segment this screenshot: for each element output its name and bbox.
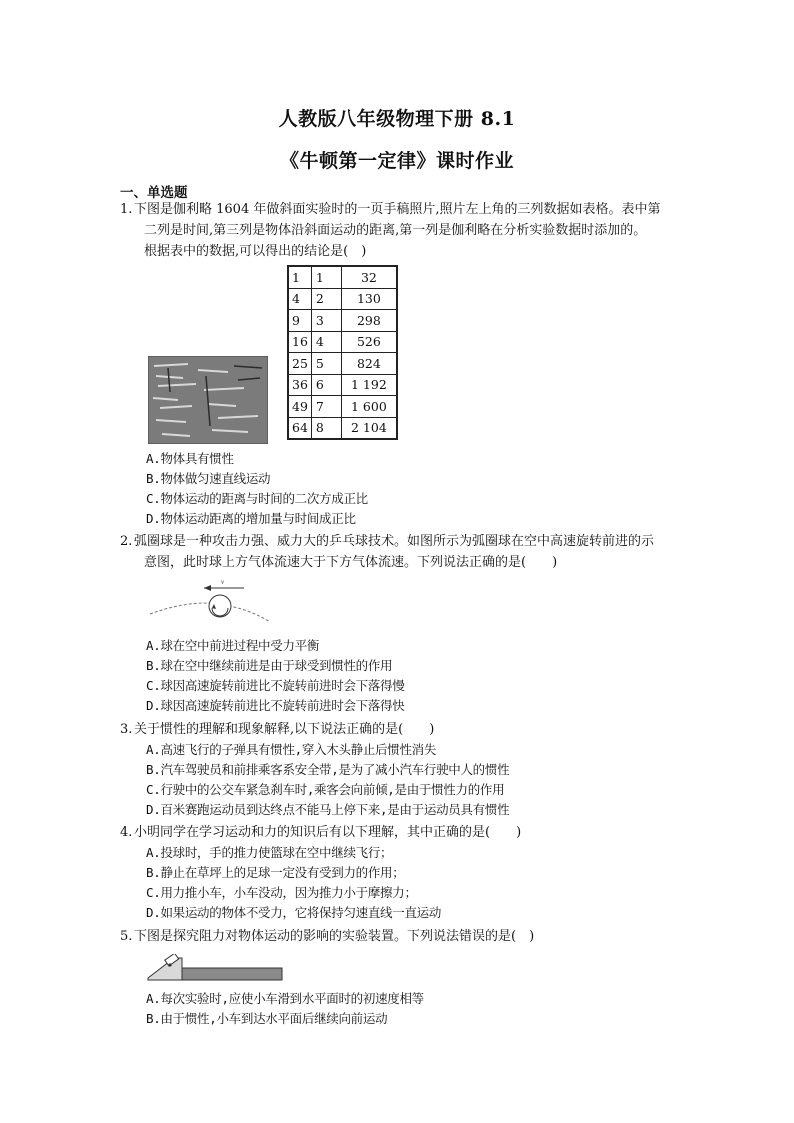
table-cell: 6	[311, 374, 341, 396]
question-text	[134, 822, 698, 843]
question-line: 意图，此时球上方气体流速大于下方气体流速。下列说法正确的是( )	[144, 555, 558, 570]
table-cell: 1	[311, 266, 341, 288]
question-4-options	[146, 843, 441, 923]
spinning-ball-diagram	[148, 578, 272, 630]
question-line: 下图是伽利略 1604 年做斜面实验时的一页手稿照片,照片左上角的三列数据如表格。表中第	[134, 202, 661, 217]
question-text	[134, 926, 698, 947]
question-number: 2.	[120, 534, 133, 549]
option-a[interactable]: A.球在空中前进过程中受力平衡	[146, 638, 320, 653]
option-b[interactable]: B.汽车驾驶员和前排乘客系安全带,是为了减小汽车行驶中人的惯性	[146, 762, 510, 777]
cart-ramp-apparatus	[146, 954, 284, 984]
question-1-options	[146, 449, 368, 529]
question-number: 3.	[120, 722, 133, 737]
option-b[interactable]: B.由于惯性,小车到达水平面后继续向前运动	[146, 1011, 388, 1026]
option-a[interactable]: A.高速飞行的子弹具有惯性,穿入木头静止后惯性消失	[146, 742, 437, 757]
option-b[interactable]: B.静止在草坪上的足球一定没有受到力的作用；	[146, 865, 405, 880]
option-a[interactable]: A.每次实验时,应使小车滑到水平面时的初速度相等	[146, 991, 424, 1006]
table-cell: 64	[288, 417, 311, 439]
table-cell: 824	[341, 353, 397, 375]
question-number: 1.	[120, 202, 133, 217]
table-cell: 1	[288, 266, 311, 288]
option-d[interactable]: D.百米赛跑运动员到达终点不能马上停下来,是由于运动员具有惯性	[146, 802, 510, 817]
table-cell: 16	[288, 331, 311, 353]
table-cell: 8	[311, 417, 341, 439]
table-row	[288, 310, 397, 332]
table-cell: 7	[311, 396, 341, 418]
question-text	[134, 719, 698, 740]
table-cell: 32	[341, 266, 397, 288]
option-a[interactable]: A.物体具有惯性	[146, 451, 234, 466]
question-text	[134, 531, 698, 573]
question-line: 小明同学在学习运动和力的知识后有以下理解，其中正确的是( )	[134, 825, 522, 840]
table-cell: 5	[311, 353, 341, 375]
question-line: 二列是时间,第三列是物体沿斜面运动的距离,第一列是伽利略在分析实验数据时添加的。	[144, 223, 647, 238]
question-line: 弧圈球是一种攻击力强、威力大的乒乓球技术。如图所示为弧圈球在空中高速旋转前进的示	[134, 534, 655, 549]
option-c[interactable]: C.用力推小车，小车没动，因为推力小于摩擦力；	[146, 885, 417, 900]
question-text	[134, 199, 698, 262]
table-cell: 9	[288, 310, 311, 332]
question-2-options	[146, 636, 404, 716]
document-subtitle: 《牛顿第一定律》课时作业	[279, 150, 514, 172]
option-a[interactable]: A.投球时，手的推力使篮球在空中继续飞行；	[146, 845, 393, 860]
table-cell: 1 600	[341, 396, 397, 418]
option-c[interactable]: C.球因高速旋转前进比不旋转前进时会下落得慢	[146, 678, 405, 693]
table-cell: 2 104	[341, 417, 397, 439]
table-cell: 3	[311, 310, 341, 332]
question-number: 5.	[120, 929, 133, 944]
manuscript-photo	[148, 356, 268, 444]
velocity-label: v	[221, 578, 225, 586]
option-c[interactable]: C.行驶中的公交车紧急刹车时,乘客会向前倾,是由于惯性力的作用	[146, 782, 505, 797]
question-5	[120, 926, 698, 947]
option-d[interactable]: D.球因高速旋转前进比不旋转前进时会下落得快	[146, 698, 405, 713]
table-cell: 25	[288, 353, 311, 375]
table-cell: 130	[341, 288, 397, 310]
document-title: 人教版八年级物理下册 8.1	[278, 108, 516, 130]
option-b[interactable]: B.球在空中继续前进是由于球受到惯性的作用	[146, 658, 393, 673]
table-row	[288, 396, 397, 418]
question-number: 4.	[120, 825, 133, 840]
question-line: 根据表中的数据,可以得出的结论是( )	[144, 244, 367, 259]
question-line: 关于惯性的理解和现象解释,以下说法正确的是( )	[134, 722, 435, 737]
table-cell: 36	[288, 374, 311, 396]
option-c[interactable]: C.物体运动的距离与时间的二次方成正比	[146, 491, 368, 506]
question-3	[120, 719, 698, 740]
table-cell: 4	[311, 331, 341, 353]
table-cell: 298	[341, 310, 397, 332]
table-row	[288, 266, 397, 288]
galileo-data-table	[287, 265, 398, 440]
option-b[interactable]: B.物体做匀速直线运动	[146, 471, 271, 486]
question-2	[120, 531, 698, 573]
question-4	[120, 822, 698, 843]
table-cell: 4	[288, 288, 311, 310]
table-row	[288, 374, 397, 396]
option-d[interactable]: D.如果运动的物体不受力，它将保持匀速直线一直运动	[146, 905, 442, 920]
table-row	[288, 288, 397, 310]
table-row	[288, 353, 397, 375]
table-row	[288, 417, 397, 439]
question-1	[120, 199, 698, 262]
table-cell: 49	[288, 396, 311, 418]
question-line: 下图是探究阻力对物体运动的影响的实验装置。下列说法错误的是( )	[134, 929, 535, 944]
question-3-options	[146, 740, 509, 820]
table-row	[288, 331, 397, 353]
option-d[interactable]: D.物体运动距离的增加量与时间成正比	[146, 511, 356, 526]
table-cell: 526	[341, 331, 397, 353]
section-heading: 一、单选题	[120, 185, 188, 201]
table-cell: 2	[311, 288, 341, 310]
question-5-options	[146, 989, 424, 1029]
table-cell: 1 192	[341, 374, 397, 396]
